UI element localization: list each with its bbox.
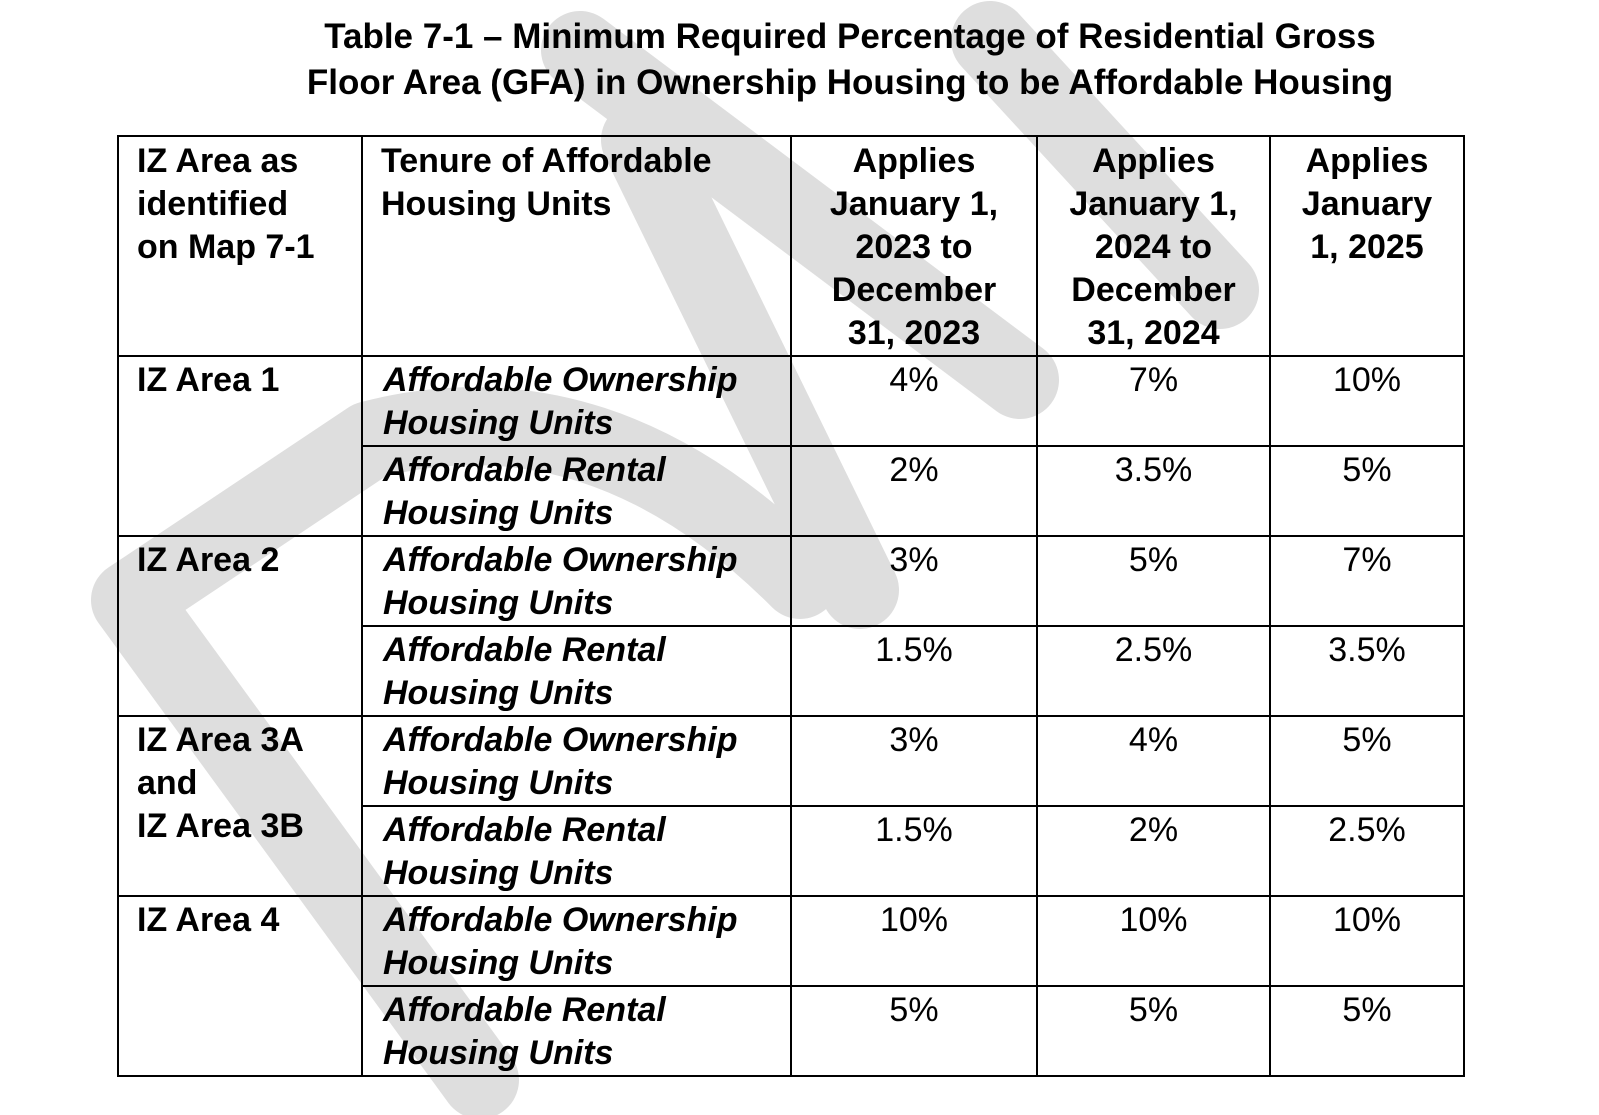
- tenure-cell: Affordable Ownership Housing Units: [362, 896, 791, 986]
- value-2023: 1.5%: [791, 806, 1037, 896]
- value-2023: 1.5%: [791, 626, 1037, 716]
- value-2023: 5%: [791, 986, 1037, 1076]
- value-2024: 2.5%: [1037, 626, 1270, 716]
- value-2024: 10%: [1037, 896, 1270, 986]
- area-cell-iz-4: IZ Area 4: [118, 896, 362, 1076]
- value-2025: 5%: [1270, 716, 1464, 806]
- header-2025: Applies January 1, 2025: [1270, 136, 1464, 356]
- value-2023: 2%: [791, 446, 1037, 536]
- table-row: [118, 536, 1464, 626]
- affordable-housing-table: [117, 135, 1465, 1077]
- tenure-cell: Affordable Ownership Housing Units: [362, 716, 791, 806]
- area-cell-iz-3a-3b: IZ Area 3A and IZ Area 3B: [118, 716, 362, 896]
- value-2024: 5%: [1037, 536, 1270, 626]
- tenure-cell: Affordable Rental Housing Units: [362, 806, 791, 896]
- value-2023: 3%: [791, 536, 1037, 626]
- value-2025: 3.5%: [1270, 626, 1464, 716]
- value-2024: 2%: [1037, 806, 1270, 896]
- title-line-2: Floor Area (GFA) in Ownership Housing to be Affordable Housing: [306, 63, 1394, 102]
- header-row: [118, 136, 1464, 356]
- value-2025: 2.5%: [1270, 806, 1464, 896]
- value-2025: 7%: [1270, 536, 1464, 626]
- value-2024: 4%: [1037, 716, 1270, 806]
- tenure-cell: Affordable Ownership Housing Units: [362, 536, 791, 626]
- table-row: [118, 896, 1464, 986]
- value-2023: 4%: [791, 356, 1037, 446]
- value-2024: 5%: [1037, 986, 1270, 1076]
- table-title: [200, 14, 1500, 106]
- header-iz-area: IZ Area as identified on Map 7-1: [118, 136, 362, 356]
- value-2025: 5%: [1270, 986, 1464, 1076]
- header-tenure: Tenure of Affordable Housing Units: [362, 136, 791, 356]
- tenure-cell: Affordable Rental Housing Units: [362, 446, 791, 536]
- value-2024: 3.5%: [1037, 446, 1270, 536]
- table-row: [118, 356, 1464, 446]
- tenure-cell: Affordable Rental Housing Units: [362, 986, 791, 1076]
- value-2024: 7%: [1037, 356, 1270, 446]
- header-2023: Applies January 1, 2023 to December 31, 2023: [791, 136, 1037, 356]
- value-2023: 3%: [791, 716, 1037, 806]
- table-row: [118, 716, 1464, 806]
- value-2025: 5%: [1270, 446, 1464, 536]
- header-2024: Applies January 1, 2024 to December 31, 2024: [1037, 136, 1270, 356]
- area-cell-iz-1: IZ Area 1: [118, 356, 362, 536]
- value-2023: 10%: [791, 896, 1037, 986]
- area-cell-iz-2: IZ Area 2: [118, 536, 362, 716]
- value-2025: 10%: [1270, 356, 1464, 446]
- tenure-cell: Affordable Rental Housing Units: [362, 626, 791, 716]
- tenure-cell: Affordable Ownership Housing Units: [362, 356, 791, 446]
- value-2025: 10%: [1270, 896, 1464, 986]
- title-line-1: Table 7-1 – Minimum Required Percentage of Residential Gross: [324, 17, 1376, 56]
